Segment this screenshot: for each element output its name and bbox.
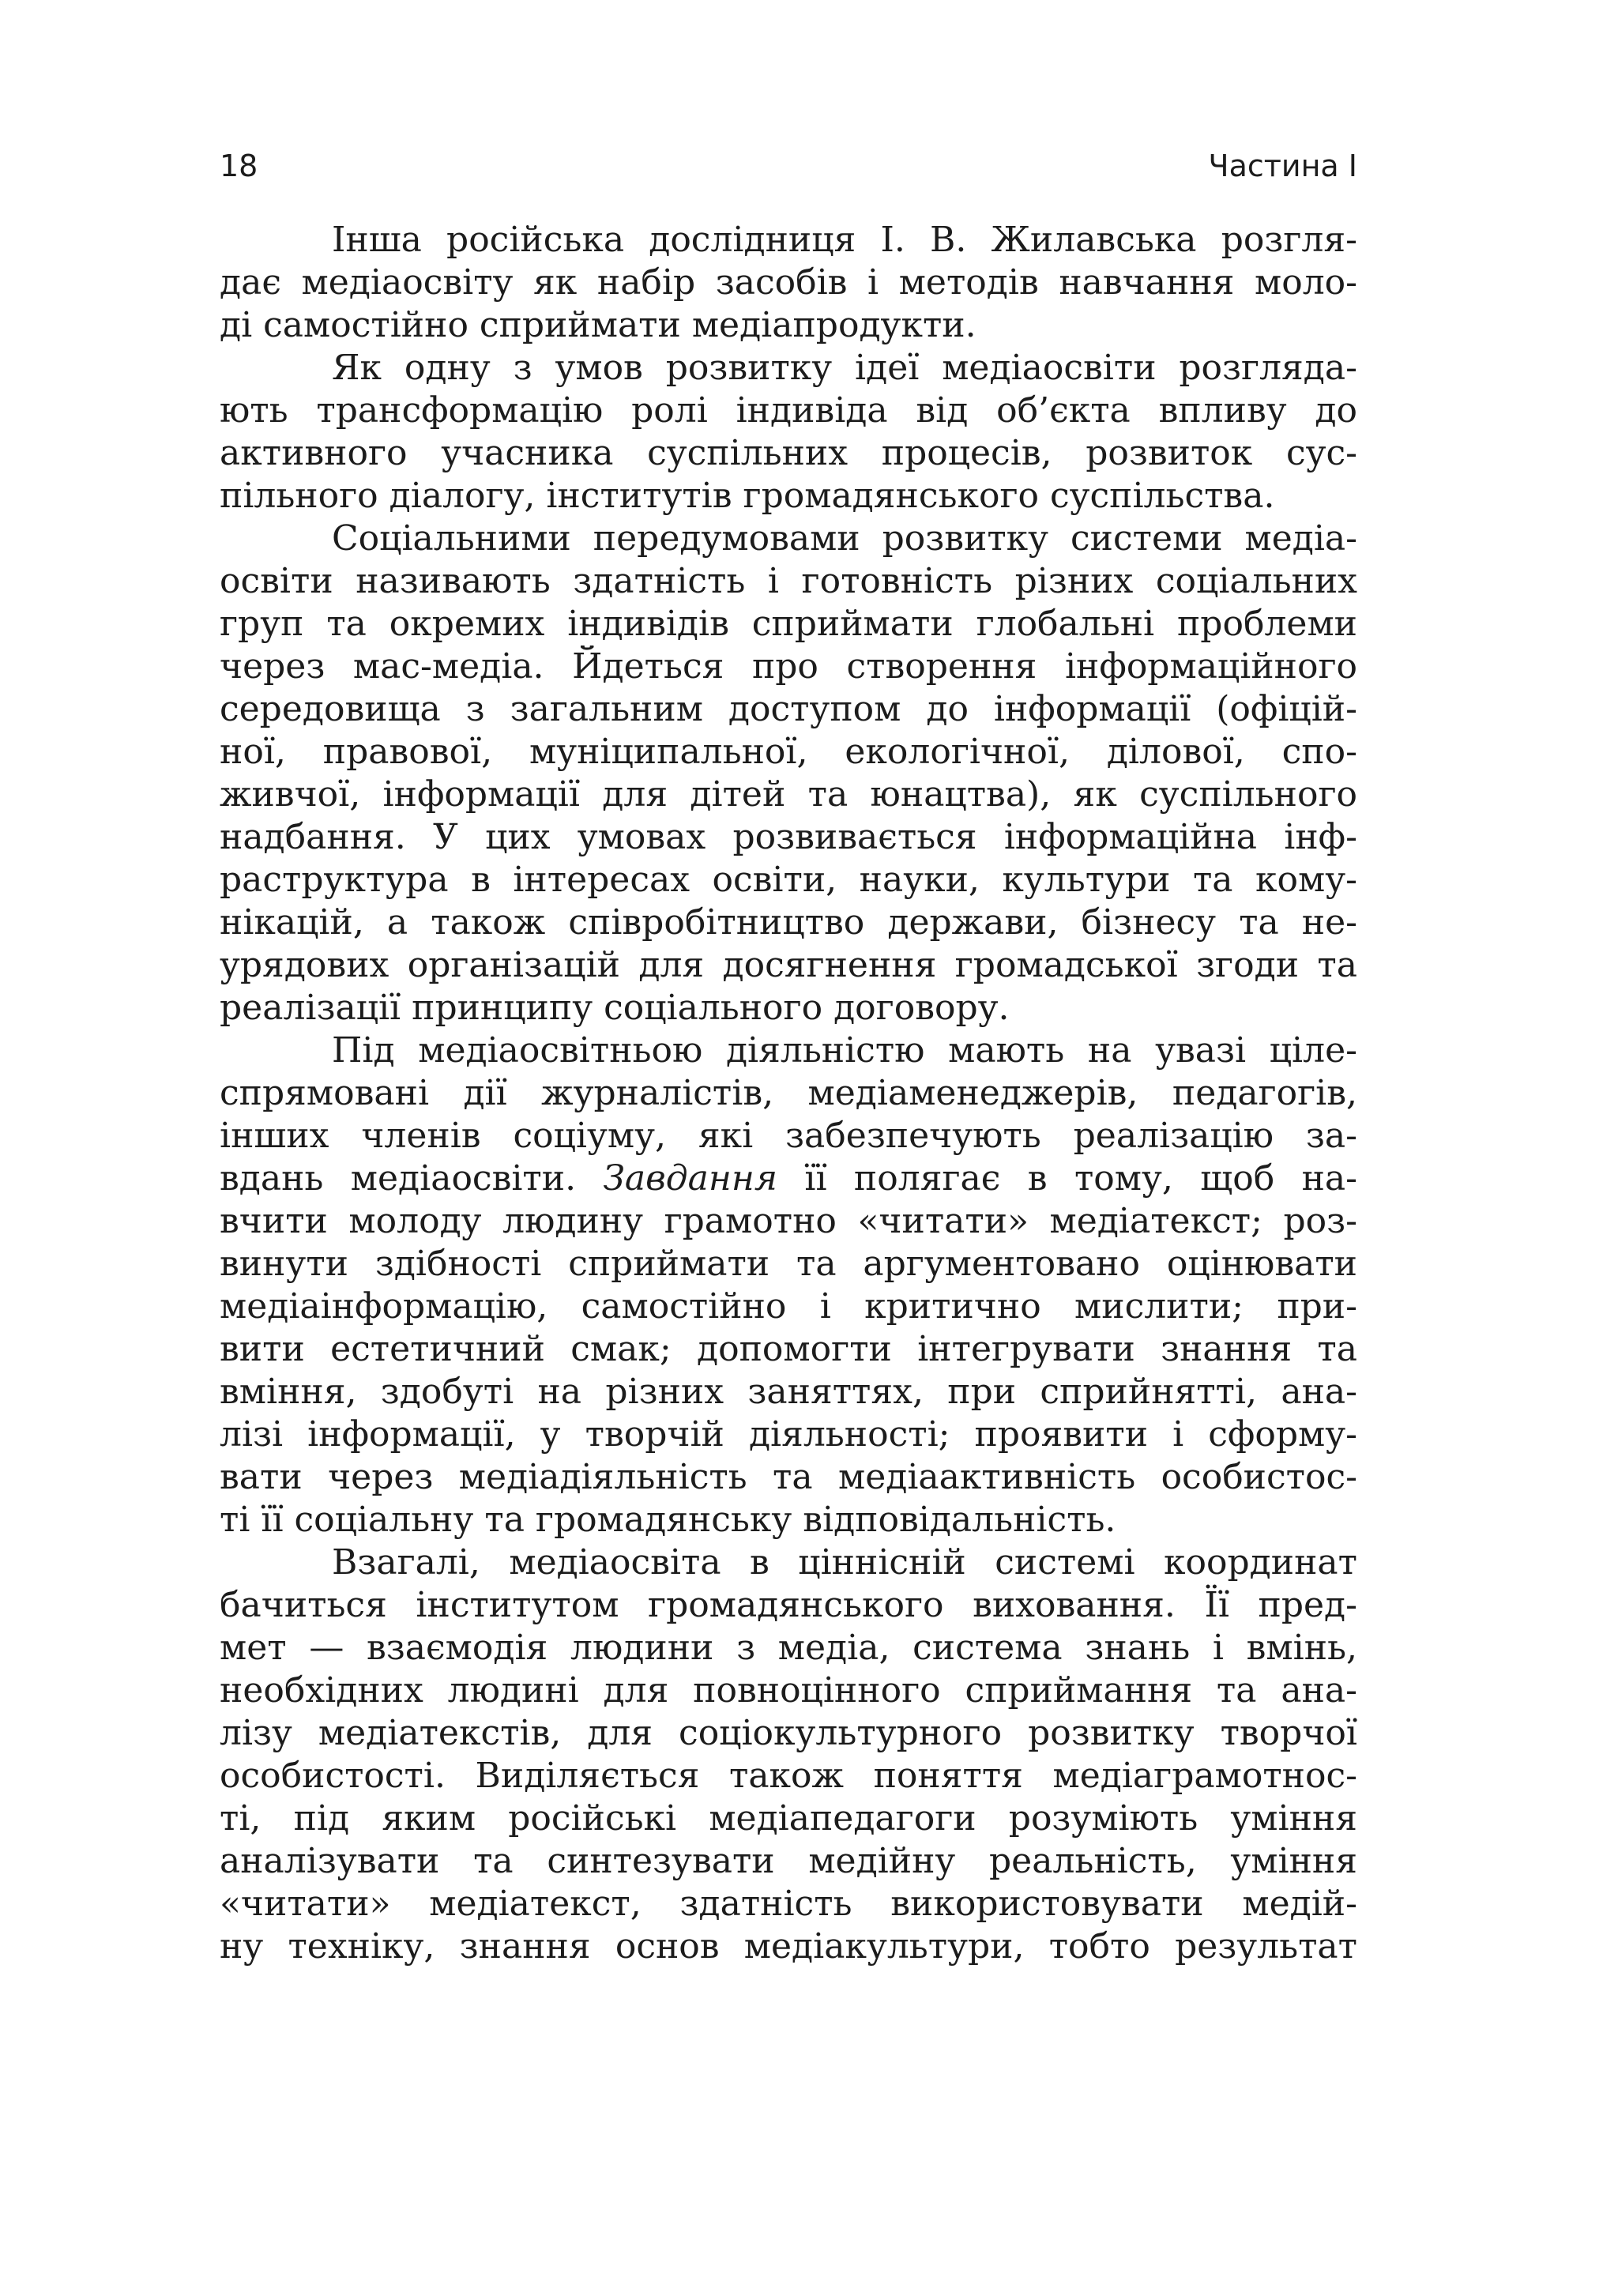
text-line xyxy=(220,1157,1357,1200)
text-line: спрямовані дії журналістів, медіаменеджерів, педагогів, xyxy=(220,1073,1357,1113)
text-line: Взагалі, медіаосвіта в ціннісній системі координат xyxy=(332,1542,1357,1583)
text-line: лізі інформації, у творчій діяльності; проявити і сформу- xyxy=(220,1414,1357,1455)
text-line: урядових організацій для досягнення громадської згоди та xyxy=(220,945,1357,985)
text-line: через мас-медіа. Йдеться про створення інформаційного xyxy=(220,646,1357,687)
text-line: ну техніку, знання основ медіакультури, тобто результат xyxy=(220,1926,1357,1967)
text-line: активного учасника суспільних процесів, розвиток сус- xyxy=(220,433,1357,473)
text-line: вати через медіадіяльність та медіаактивність особистос- xyxy=(220,1457,1357,1497)
text-line: ті її соціальну та громадянську відповідальність. xyxy=(220,1500,1116,1540)
text-line: надбання. У цих умовах розвивається інформаційна інф- xyxy=(220,817,1357,857)
text-line: реалізації принципу соціального договору. xyxy=(220,988,1010,1028)
text-line: лізу медіатекстів, для соціокультурного розвитку творчої xyxy=(220,1713,1357,1753)
text-line: вити естетичний смак; допомогти інтегрувати знання та xyxy=(220,1329,1357,1369)
text-line: інших членів соціуму, які забезпечують реалізацію за- xyxy=(220,1116,1357,1156)
text-segment: її полягає в тому, щоб на- xyxy=(777,1158,1357,1199)
text-line: Як одну з умов розвитку ідеї медіаосвіти розгляда- xyxy=(332,348,1357,388)
page-number: 18 xyxy=(220,149,258,183)
text-line: ної, правової, муніципальної, екологічної, ділової, спо- xyxy=(220,732,1357,772)
text-line: Під медіаосвітньою діяльністю мають на увазі ціле- xyxy=(332,1030,1357,1071)
text-line: вчити молоду людину грамотно «читати» медіатекст; роз- xyxy=(220,1201,1357,1241)
text-line: бачиться інститутом громадянського виховання. Її пред- xyxy=(220,1585,1357,1625)
text-segment: вдань медіаосвіти. xyxy=(220,1158,604,1199)
text-line: нікацій, а також співробітництво держави, бізнесу та не- xyxy=(220,902,1357,943)
text-line: винути здібності сприймати та аргументовано оцінювати xyxy=(220,1244,1357,1284)
text-line: особистості. Виділяється також поняття медіаграмотнос- xyxy=(220,1756,1357,1796)
text-line: вміння, здобуті на різних заняттях, при сприйнятті, ана- xyxy=(220,1372,1357,1412)
text-line: дає медіаосвіту як набір засобів і методів навчання моло- xyxy=(220,262,1357,303)
text-line: необхідних людині для повноцінного сприймання та ана- xyxy=(220,1670,1357,1711)
text-line: пільного діалогу, інститутів громадянського суспільства. xyxy=(220,476,1275,516)
emphasized-term: Завдання xyxy=(603,1158,777,1199)
text-line: живчої, інформації для дітей та юнацтва), як суспільного xyxy=(220,774,1357,815)
text-line: «читати» медіатекст, здатність використовувати медій- xyxy=(220,1884,1357,1924)
text-line: раструктура в інтересах освіти, науки, культури та кому- xyxy=(220,860,1357,900)
text-line: ті, під яким російські медіапедагоги розуміють уміння xyxy=(220,1798,1357,1839)
text-line: груп та окремих індивідів сприймати глобальні проблеми xyxy=(220,604,1357,644)
text-line: освіти називають здатність і готовність різних соціальних xyxy=(220,561,1357,601)
text-line: мет — взаємодія людини з медіа, система знань і вмінь, xyxy=(220,1628,1357,1668)
text-line: Соціальними передумовами розвитку системи медіа- xyxy=(332,518,1357,559)
running-title: Частина І xyxy=(1208,149,1357,183)
text-line: ють трансформацію ролі індивіда від об’єкта впливу до xyxy=(220,390,1357,431)
text-line: ді самостійно сприймати медіапродукти. xyxy=(220,305,976,345)
text-line: медіаінформацію, самостійно і критично мислити; при- xyxy=(220,1286,1357,1327)
text-line: аналізувати та синтезувати медійну реальність, уміння xyxy=(220,1841,1357,1881)
text-line: Інша російська дослідниця І. В. Жилавська розгля- xyxy=(332,220,1357,260)
text-line: середовища з загальним доступом до інформації (офіцій- xyxy=(220,689,1357,729)
